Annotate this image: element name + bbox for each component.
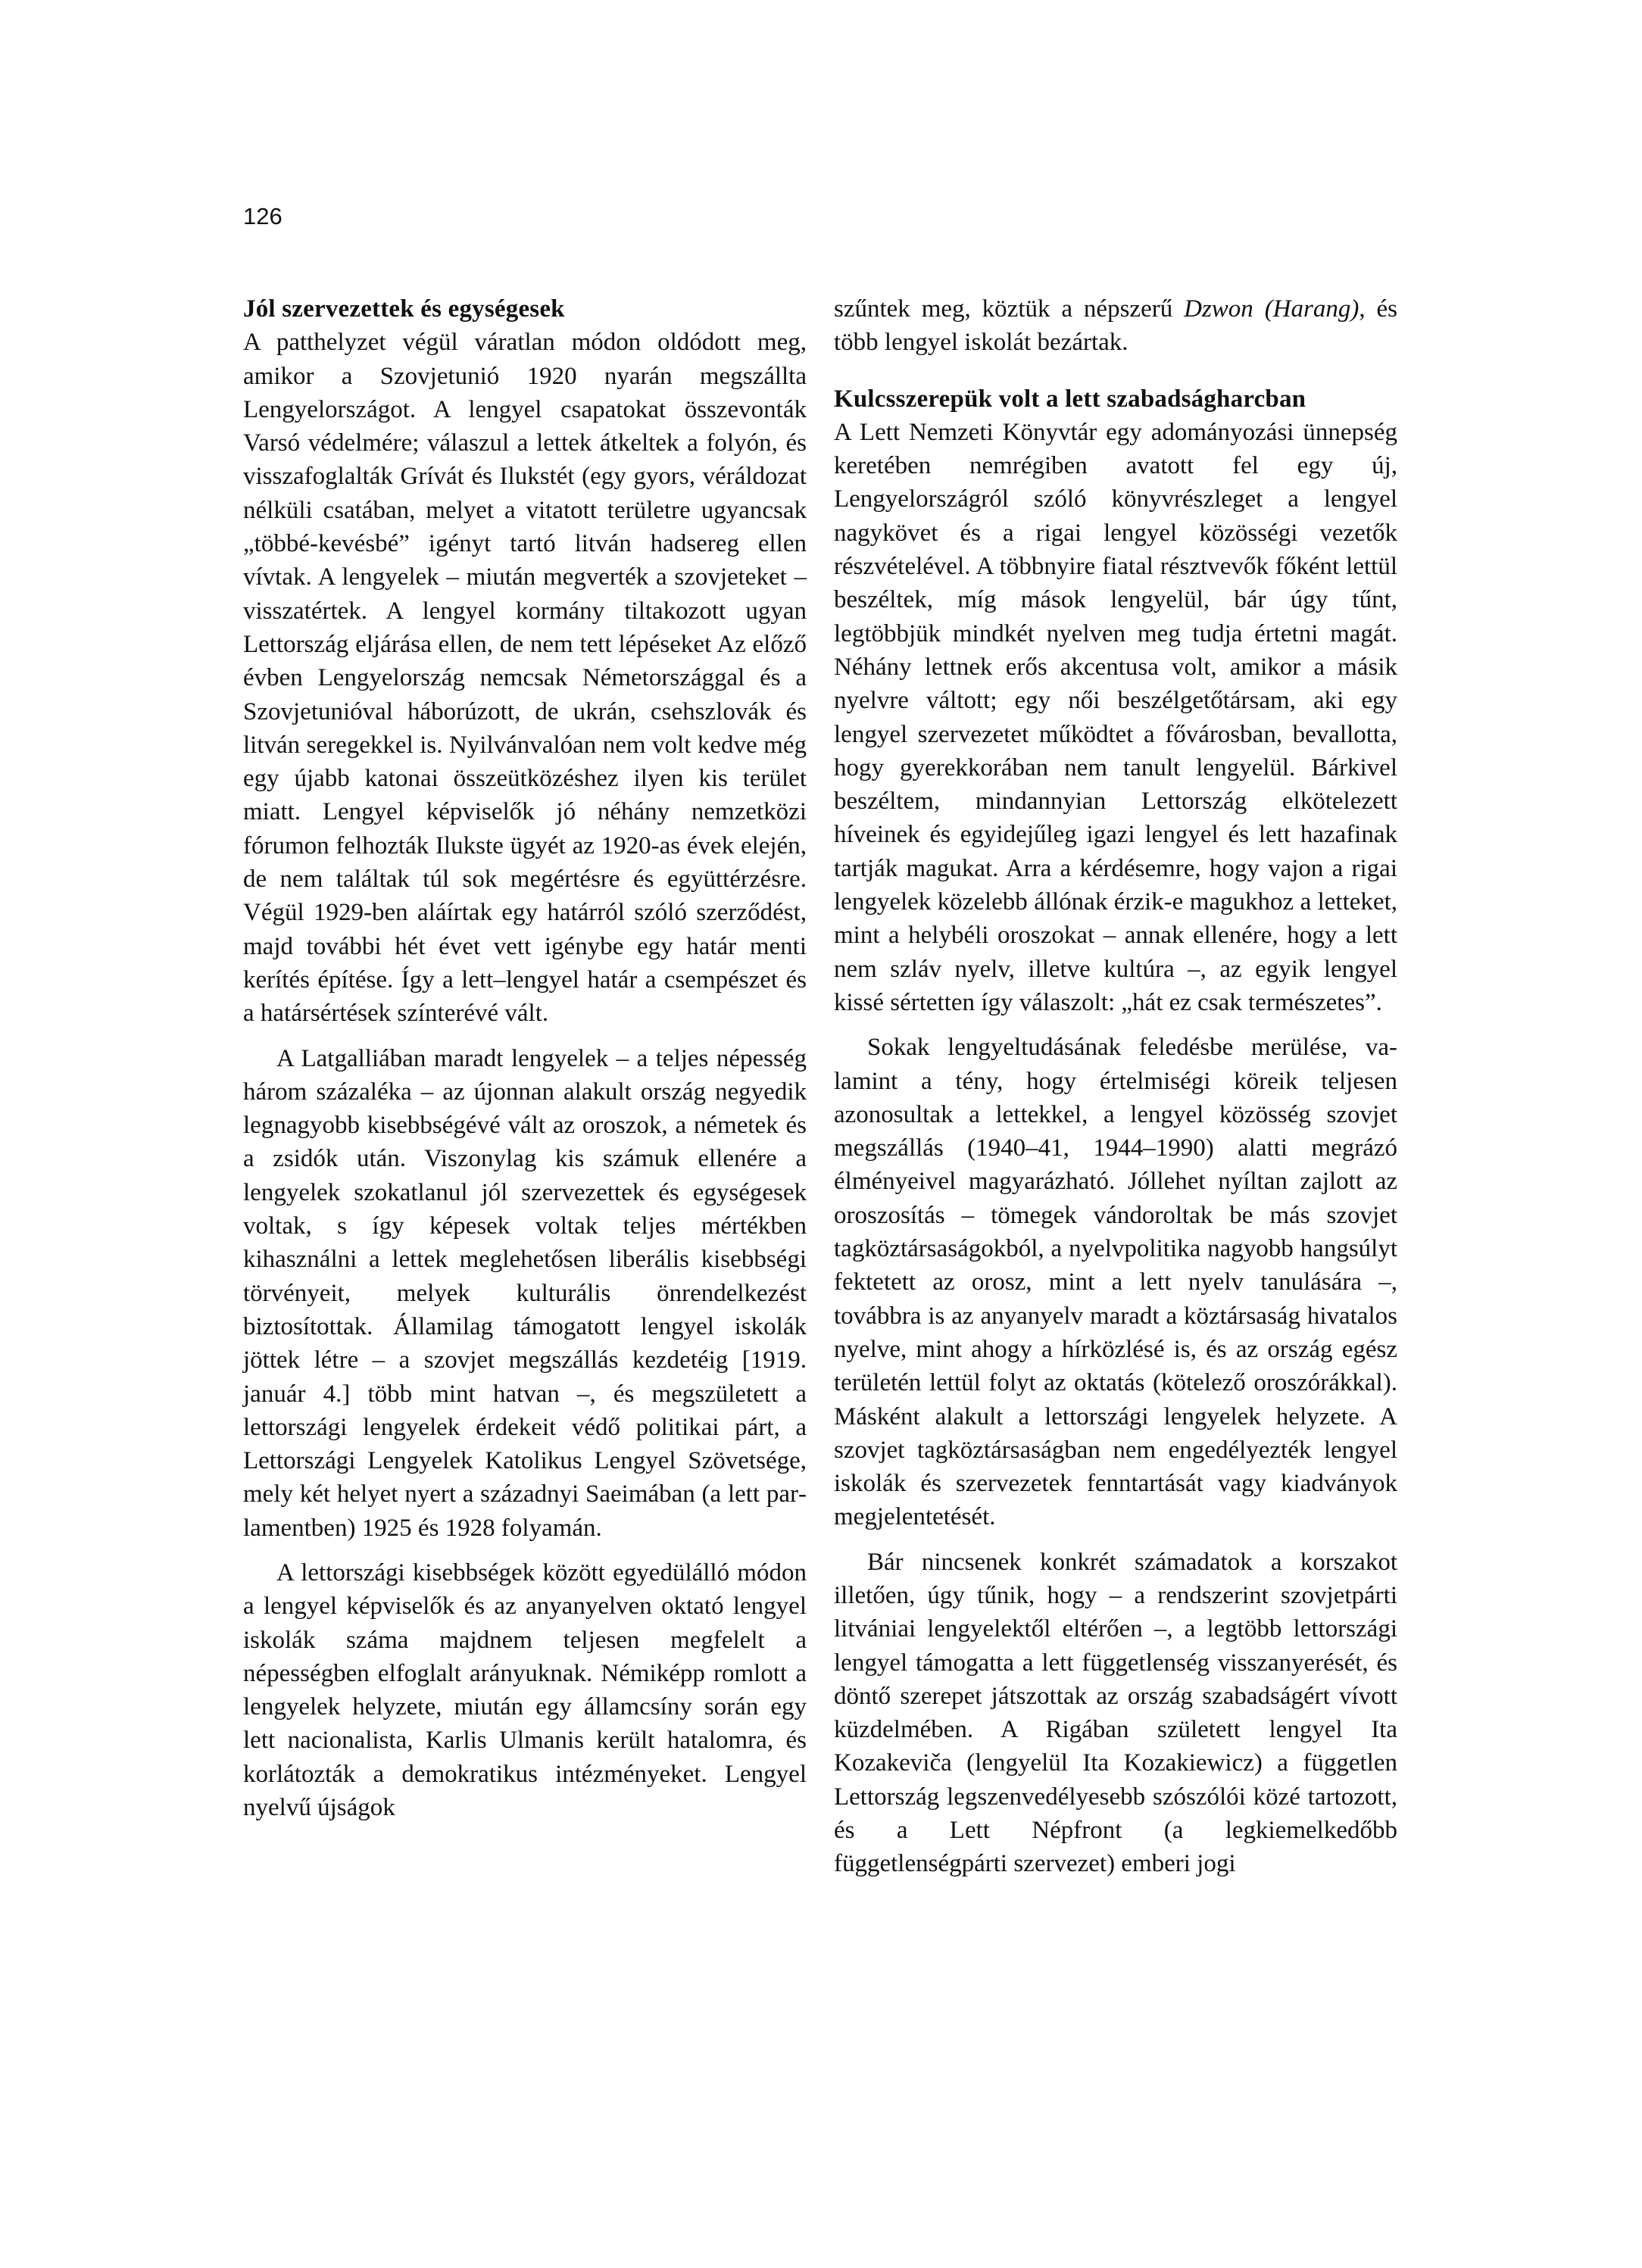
paragraph: A patthelyzet végül váratlan módon oldódott meg, amikor a Szovjetunió 1920 nyarán megszállta Lengyelországot. A lengyel csapatokat összevonták Varsó védelmére; válaszul a lettek átkeltek a folyón, és visszafoglalták Grívát és Ilukstét (egy gyors, véráldozat nélküli csatában, melyet a vitatott területre ugyancsak „többé-kevésbé” igényt tartó litván hadsereg ellen vívtak. A lengyelek – miután megverték a szovjeteket – visszatértek. A lengyel kormány tiltakozott ugyan Lettország eljárása ellen, de nem tett lépéseket Az előző évben Lengyelország nemcsak Németországgal és a Szovjetunióval háborúzott, de ukrán, csehszlovák és litván seregekkel is. Nyilvánvalóan nem volt kedve még egy újabb katonai összeütközéshez ilyen kis terület miatt. Lengyel képviselők jó néhány nemzetközi fórumon felhozták Ilukste ügyét az 1920-as évek elején, de nem találtak túl sok megértésre és együttérzésre. Végül 1929-ben aláírtak egy határról szóló szerződést, majd további hét évet vett igénybe egy határ menti kerítés építése. Így a lett–lengyel határ a csempészet és a határsértések színterévé vált. (243, 329, 807, 1028)
newspaper-title: Dzwon (Harang) (1184, 295, 1359, 323)
paragraph: A Lett Nemzeti Könyvtár egy adományozási ünnepség keretében nemrégiben avatott fel egy új, Lengyelországról szóló könyvrészleget a lengyel nagykövet és a rigai lengyel közösségi vezetők részvételével. A többnyire fiatal résztvevők főként lettül beszéltek, míg mások lengyelül, bár úgy tűnt, legtöbbjük mindkét nyelven meg tudja értetni magát. Néhány lettnek erős akcentusa volt, amikor a másik nyelvre váltott; egy női beszélgetőtársam, aki egy lengyel szervezetet működtet a fővárosban, bevallotta, hogy gyerekkorában nem tanult lengyelül. Bárkivel beszéltem, mindannyian Lettország elkötelezett híveinek és egyidejűleg igazi lengyel és lett hazafinak tartják magukat. Arra a kérdésemre, hogy vajon a rigai lengyelek közelebb állónak érzik-e magukhoz a letteket, mint a helybéli oroszokat – annak ellenére, hogy a lett nem szláv nyelv, illetve kultúra –, az egyik lengyel kissé sértetten így válaszolt: „hát ez csak természetes”. (834, 418, 1397, 1016)
text-run: szűntek meg, köztük a népszerű (834, 295, 1185, 323)
paragraph: Bár nincsenek konkrét számadatok a korszakot illetően, úgy tűnik, hogy – a rendszerint szovjetpárti litvániai lengyelektől eltérően –, a legtöbb lettországi lengyel támogatta a lett függetlenség visszanyerését, és döntő szerepet játszottak az ország szabadságért vívott küzdelmében. A Rigában született lengyel Ita Kozakeviča (lengyelül Ita Kozakiewicz) a független Lettország legszenvedélyesebb szószólói közé tartozott, és a Lett Népfront (a legkiemelkedőbb függetlenségpárti szervezet) emberi jogi (834, 1548, 1397, 1878)
left-column (243, 292, 807, 1824)
right-column (834, 292, 1397, 1881)
page-number: 126 (243, 203, 283, 229)
text-run: , és több lengyel iskolát bezártak. (834, 295, 1397, 357)
section-heading: Jól szervezettek és egységesek (243, 295, 565, 323)
paragraph: A lettországi kisebbségek között egyedülálló módon a lengyel képviselők és az anyanyelven oktató lengyel iskolák száma majdnem teljesen megfelelt a népességben elfoglalt arányuknak. Némiképp romlott a lengyelek helyzete, miután egy államcsíny során egy lett nacionalista, Karlis Ulmanis került hatalomra, és korlátozták a demokratikus intézményeket. Lengyel nyelvű újságok (243, 1558, 807, 1822)
paragraph: A Latgalliában maradt lengyelek – a teljes népesség három százaléka – az újonnan alakult ország negyedik legnagyobb kisebbségévé vált az oroszok, a németek és a zsidók után. Viszonylag kis számuk ellenére a lengyelek szokatlanul jól szervezettek és egységesek voltak, s így képesek voltak teljes mértékben kihasználni a lettek meglehetősen liberális kisebbségi törvényeit, melyek kulturális önrendelkezést biztosítottak. Államilag támogatott lengyel iskolák jöttek létre – a szovjet megszállás kezdetéig [1919. január 4.] több mint hatvan –, és megszületett a lettországi lengyelek érdekeit védő politikai párt, a Lettországi Lengyelek Katolikus Lengyel Szövetsége, mely két helyet nyert a századnyi Saeimában (a lett parlamentben) 1925 és 1928 folyamán. (243, 1044, 807, 1542)
paragraph-continued (834, 292, 1397, 360)
paragraph: Sokak lengyeltudásának feledésbe merülése, valamint a tény, hogy értelmiségi köreik teljesen azonosultak a lettekkel, a lengyel közösség szovjet megszállás (1940–41, 1944–1990) alatti megrázó élményeivel magyarázható. Jóllehet nyíltan zajlott az oroszosítás – tömegek vándoroltak be más szovjet tagköztársaságokból, a nyelvpolitika nagyobb hangsúlyt fektetett az orosz, mint a lett nyelv tanulására –, továbbra is az anyanyelv maradt a köztársaság hivatalos nyelve, mint ahogy a hírközlésé is, és az ország egész területén lettül folyt az oktatás (kötelező oroszórákkal). Másként alakult a lettországi lengyelek helyzete. A szovjet tagköztársaságban nem engedélyezték lengyel iskolák és szervezetek fenntartását vagy kiadványok megjelentetését. (834, 1034, 1397, 1531)
section-heading: Kulcsszerepük volt a lett szabadságharcban (834, 385, 1306, 413)
